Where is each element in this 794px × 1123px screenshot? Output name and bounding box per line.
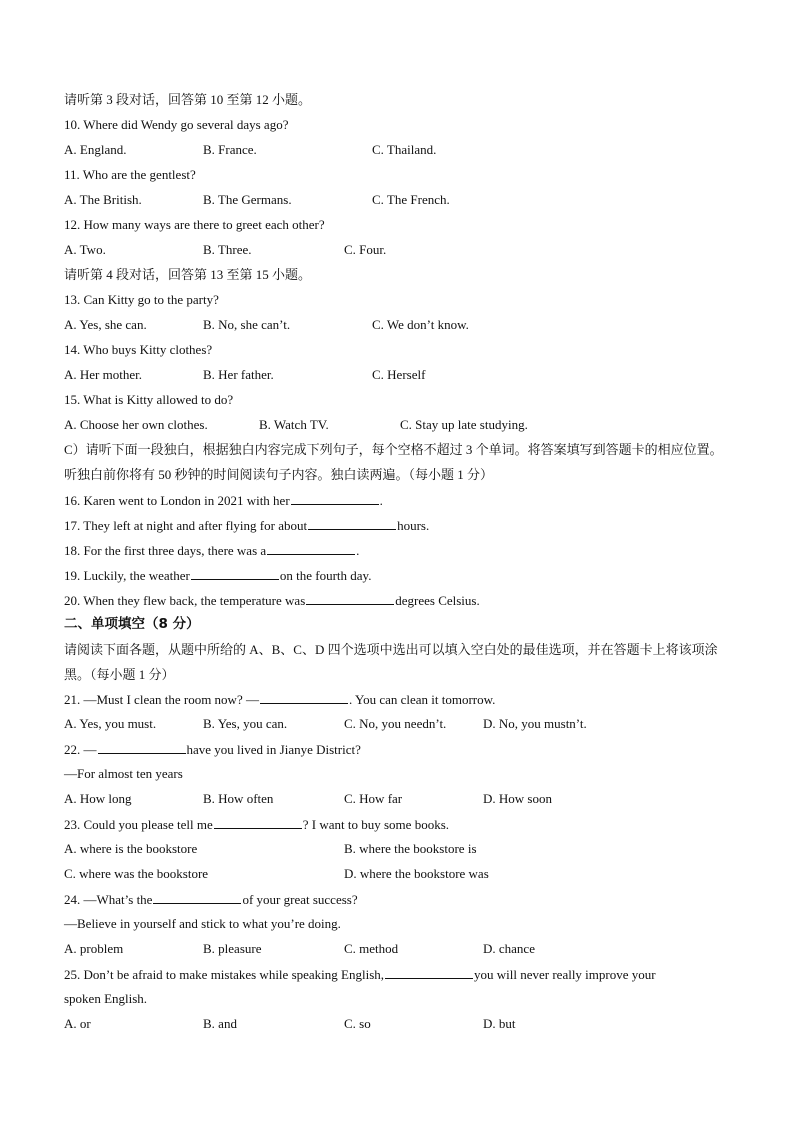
option-b: B. Yes, you can. <box>203 716 288 731</box>
question-24-options <box>64 941 744 957</box>
option-b: B. Her father. <box>203 367 274 382</box>
option-b: B. Watch TV. <box>259 417 329 432</box>
answer-blank <box>385 966 473 979</box>
sentence-start: 23. Could you please tell me <box>64 817 213 832</box>
question-18 <box>64 542 359 559</box>
question-10-stem: 10. Where did Wendy go several days ago? <box>64 117 289 132</box>
sentence-start: 19. Luckily, the weather <box>64 568 190 583</box>
option-d: D. How soon <box>483 791 552 806</box>
option-d: D. chance <box>483 941 535 956</box>
option-b: B. and <box>203 1016 237 1031</box>
question-14-options <box>64 367 744 383</box>
sentence-start: 17. They left at night and after flying for about <box>64 518 308 533</box>
question-23-options-row1 <box>64 841 744 857</box>
sentence-start: 16. Karen went to London in 2021 with her <box>64 493 290 508</box>
option-c: C. No, you needn’t. <box>344 716 447 731</box>
option-a: A. Two. <box>64 242 106 257</box>
question-21 <box>64 691 495 708</box>
option-a: A. where is the bookstore <box>64 841 198 856</box>
sentence-end: . <box>356 543 360 558</box>
section3-intro: 请听第 3 段对话，回答第 10 至第 12 小题。 <box>64 92 312 107</box>
answer-blank <box>260 691 348 704</box>
sentence-end: ? I want to buy some books. <box>302 817 449 832</box>
question-23 <box>64 816 449 833</box>
option-a: A. The British. <box>64 192 142 207</box>
option-a: A. Yes, you must. <box>64 716 157 731</box>
question-20 <box>64 592 480 609</box>
option-b: B. No, she can’t. <box>203 317 291 332</box>
option-a: A. England. <box>64 142 127 157</box>
section4-intro: 请听第 4 段对话，回答第 13 至第 15 小题。 <box>64 267 312 282</box>
sentence-end: . You can clean it tomorrow. <box>348 692 496 707</box>
sentence-end: of your great success? <box>242 892 358 907</box>
question-14-stem: 14. Who buys Kitty clothes? <box>64 342 213 357</box>
option-c: C. Thailand. <box>372 142 437 157</box>
option-b: B. Three. <box>203 242 252 257</box>
option-b: B. France. <box>203 142 257 157</box>
question-19 <box>64 567 371 584</box>
option-a: A. How long <box>64 791 132 806</box>
option-a: A. Choose her own clothes. <box>64 417 208 432</box>
answer-blank <box>306 592 394 605</box>
sentence-end: hours. <box>397 518 430 533</box>
question-22-reply: —For almost ten years <box>64 766 183 781</box>
sentence-end: you will never really improve your <box>474 967 656 982</box>
option-c: C. method <box>344 941 399 956</box>
answer-blank <box>214 816 302 829</box>
option-d: D. but <box>483 1016 516 1031</box>
question-22 <box>64 741 361 758</box>
question-24-reply: —Believe in yourself and stick to what you’re doing. <box>64 916 341 931</box>
sentence-end: degrees Celsius. <box>395 593 480 608</box>
option-b: B. How often <box>203 791 274 806</box>
sentence-start: 22. — <box>64 742 97 757</box>
question-25-options <box>64 1016 744 1032</box>
option-b: B. where the bookstore is <box>344 841 477 856</box>
question-23-options-row2 <box>64 866 744 882</box>
option-c: C. Four. <box>344 242 387 257</box>
sentence-end: . <box>379 493 383 508</box>
sentence-end: on the fourth day. <box>279 568 372 583</box>
option-a: A. problem <box>64 941 124 956</box>
question-25 <box>64 966 656 983</box>
question-15-stem: 15. What is Kitty allowed to do? <box>64 392 234 407</box>
question-24 <box>64 891 358 908</box>
sentence-start: 24. —What’s the <box>64 892 153 907</box>
option-c: C. We don’t know. <box>372 317 469 332</box>
option-c: C. Stay up late studying. <box>400 417 528 432</box>
sentence-end: have you lived in Jianye District? <box>186 742 361 757</box>
question-13-stem: 13. Can Kitty go to the party? <box>64 292 219 307</box>
question-15-options <box>64 417 744 433</box>
question-21-options <box>64 716 744 732</box>
question-11-stem: 11. Who are the gentlest? <box>64 167 196 182</box>
option-b: B. The Germans. <box>203 192 292 207</box>
sentence-start: 20. When they flew back, the temperature was <box>64 593 306 608</box>
answer-blank <box>98 741 186 754</box>
option-c: C. How far <box>344 791 403 806</box>
part-c-instructions: C）请听下面一段独白，根据独白内容完成下列句子，每个空格不超过 3 个单词。将答案填写到答题卡的相应位置。听独白前你将有 50 秒钟的时间阅读句子内容。独白读两遍。（每小题 1 分） <box>64 442 723 482</box>
option-c: C. where was the bookstore <box>64 866 209 881</box>
option-c: C. The French. <box>372 192 450 207</box>
question-12-options <box>64 242 744 258</box>
option-c: C. Herself <box>372 367 426 382</box>
option-d: D. where the bookstore was <box>344 866 489 881</box>
option-d: D. No, you mustn’t. <box>483 716 587 731</box>
answer-blank <box>308 517 396 530</box>
answer-blank <box>267 542 355 555</box>
option-a: A. Yes, she can. <box>64 317 147 332</box>
question-25-continuation: spoken English. <box>64 991 148 1006</box>
question-17 <box>64 517 429 534</box>
section-2-instructions: 请阅读下面各题，从题中所给的 A、B、C、D 四个选项中选出可以填入空白处的最佳选项，并在答题卡上将该项涂黑。（每小题 1 分） <box>64 642 718 682</box>
question-11-options <box>64 192 744 208</box>
section-2-heading: 二、单项填空（8 分） <box>64 616 200 632</box>
sentence-start: 21. —Must I clean the room now? — <box>64 692 259 707</box>
option-a: A. Her mother. <box>64 367 142 382</box>
question-16 <box>64 492 383 509</box>
answer-blank <box>153 891 241 904</box>
question-10-options <box>64 142 744 158</box>
answer-blank <box>191 567 279 580</box>
question-22-options <box>64 791 744 807</box>
option-a: A. or <box>64 1016 91 1031</box>
sentence-start: 25. Don’t be afraid to make mistakes while speaking English, <box>64 967 384 982</box>
sentence-start: 18. For the first three days, there was a <box>64 543 267 558</box>
question-12-stem: 12. How many ways are there to greet each other? <box>64 217 325 232</box>
question-13-options <box>64 317 744 333</box>
option-b: B. pleasure <box>203 941 262 956</box>
option-c: C. so <box>344 1016 371 1031</box>
answer-blank <box>291 492 379 505</box>
